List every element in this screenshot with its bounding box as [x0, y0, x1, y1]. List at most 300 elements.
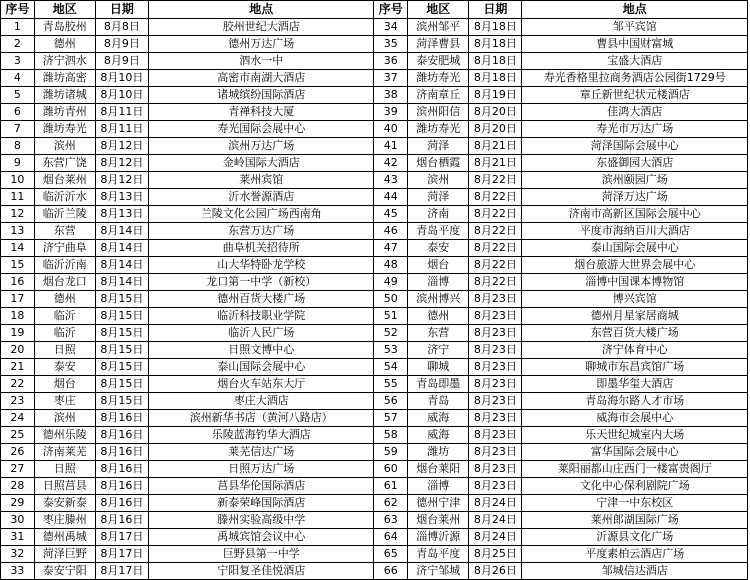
header-area-left: 地区: [34, 1, 95, 19]
cell-place: 东营百货大楼广场: [522, 325, 748, 342]
cell-seq: 34: [374, 19, 408, 36]
cell-date: 8月25日: [469, 546, 522, 563]
cell-area: 济宁: [408, 342, 469, 359]
cell-place: 泰山国际会展中心: [522, 240, 748, 257]
cell-area: 滨州阳信: [408, 104, 469, 121]
cell-place: 章丘新世纪状元楼酒店: [522, 87, 748, 104]
cell-area: 临沂沂水: [34, 189, 95, 206]
cell-seq: 20: [1, 342, 35, 359]
table-row: [1, 410, 748, 427]
cell-date: 8月16日: [95, 427, 148, 444]
cell-area: 临沂沂南: [34, 257, 95, 274]
cell-place: 文化中心保利剧院广场: [522, 478, 748, 495]
cell-date: 8月23日: [469, 291, 522, 308]
table-row: [1, 308, 748, 325]
cell-seq: 53: [374, 342, 408, 359]
cell-seq: 57: [374, 410, 408, 427]
table-row: [1, 444, 748, 461]
cell-area: 烟台龙口: [34, 274, 95, 291]
cell-date: 8月23日: [469, 359, 522, 376]
cell-area: 青岛: [408, 393, 469, 410]
cell-date: 8月14日: [95, 223, 148, 240]
cell-place: 滨州万达广场: [148, 138, 374, 155]
cell-area: 潍坊寿光: [408, 70, 469, 87]
cell-date: 8月21日: [469, 155, 522, 172]
cell-place: 枣庄大酒店: [148, 393, 374, 410]
cell-seq: 61: [374, 478, 408, 495]
cell-area: 潍坊高密: [34, 70, 95, 87]
cell-place: 滨州新华书店（黄河八路店）: [148, 410, 374, 427]
cell-place: 莱芜信达广场: [148, 444, 374, 461]
table-row: [1, 223, 748, 240]
table-row: [1, 155, 748, 172]
cell-date: 8月16日: [95, 495, 148, 512]
cell-seq: 31: [1, 529, 35, 546]
cell-date: 8月15日: [95, 308, 148, 325]
cell-area: 德州宁津: [408, 495, 469, 512]
cell-place: 曲阜机关招待所: [148, 240, 374, 257]
cell-area: 枣庄滕州: [34, 512, 95, 529]
cell-seq: 56: [374, 393, 408, 410]
cell-place: 山大华特卧龙学校: [148, 257, 374, 274]
cell-area: 东营: [408, 325, 469, 342]
table-row: [1, 104, 748, 121]
cell-seq: 63: [374, 512, 408, 529]
cell-seq: 44: [374, 189, 408, 206]
cell-date: 8月23日: [469, 461, 522, 478]
cell-place: 莱州宾馆: [148, 172, 374, 189]
cell-date: 8月22日: [469, 189, 522, 206]
cell-date: 8月22日: [469, 257, 522, 274]
cell-seq: 28: [1, 478, 35, 495]
cell-place: 乐陵蓝海钓华大酒店: [148, 427, 374, 444]
cell-date: 8月17日: [95, 529, 148, 546]
cell-area: 泰安新泰: [34, 495, 95, 512]
cell-date: 8月14日: [95, 240, 148, 257]
cell-seq: 26: [1, 444, 35, 461]
cell-date: 8月16日: [95, 444, 148, 461]
cell-date: 8月20日: [469, 121, 522, 138]
cell-place: 博兴宾馆: [522, 291, 748, 308]
cell-seq: 54: [374, 359, 408, 376]
cell-date: 8月23日: [469, 427, 522, 444]
cell-place: 沂源县文化广场: [522, 529, 748, 546]
table-row: [1, 478, 748, 495]
cell-place: 即墨华玺大酒店: [522, 376, 748, 393]
cell-date: 8月18日: [469, 36, 522, 53]
header-area-right: 地区: [408, 1, 469, 19]
cell-area: 菏泽巨野: [34, 546, 95, 563]
cell-date: 8月9日: [95, 36, 148, 53]
cell-place: 邹平宾馆: [522, 19, 748, 36]
cell-seq: 16: [1, 274, 35, 291]
cell-date: 8月22日: [469, 223, 522, 240]
cell-seq: 7: [1, 121, 35, 138]
cell-seq: 38: [374, 87, 408, 104]
cell-place: 沂水誉源酒店: [148, 189, 374, 206]
cell-place: 寿光香格里拉商务酒店公园街1729号: [522, 70, 748, 87]
cell-area: 烟台栖霞: [408, 155, 469, 172]
cell-place: 临沂人民广场: [148, 325, 374, 342]
cell-place: 平度素柏云酒店广场: [522, 546, 748, 563]
cell-area: 烟台莱阳: [408, 461, 469, 478]
cell-date: 8月26日: [469, 563, 522, 580]
cell-area: 潍坊诸城: [34, 87, 95, 104]
cell-area: 临沂: [34, 325, 95, 342]
cell-area: 青岛胶州: [34, 19, 95, 36]
table-row: [1, 206, 748, 223]
cell-place: 莱州郎湖国际广场: [522, 512, 748, 529]
table-row: [1, 325, 748, 342]
cell-place: 青岛海尔路人才市场: [522, 393, 748, 410]
cell-date: 8月22日: [469, 172, 522, 189]
cell-seq: 21: [1, 359, 35, 376]
table-row: [1, 342, 748, 359]
cell-seq: 10: [1, 172, 35, 189]
cell-area: 淄博: [408, 274, 469, 291]
cell-place: 日照文博中心: [148, 342, 374, 359]
cell-date: 8月23日: [469, 308, 522, 325]
cell-area: 潍坊: [408, 444, 469, 461]
cell-date: 8月15日: [95, 376, 148, 393]
cell-seq: 14: [1, 240, 35, 257]
cell-seq: 64: [374, 529, 408, 546]
cell-area: 日照: [34, 342, 95, 359]
cell-seq: 37: [374, 70, 408, 87]
cell-seq: 43: [374, 172, 408, 189]
cell-area: 泰安: [408, 240, 469, 257]
cell-seq: 23: [1, 393, 35, 410]
cell-area: 济宁邹城: [408, 563, 469, 580]
cell-date: 8月22日: [469, 274, 522, 291]
cell-seq: 24: [1, 410, 35, 427]
cell-area: 德州: [34, 291, 95, 308]
cell-seq: 6: [1, 104, 35, 121]
cell-area: 青岛平度: [408, 223, 469, 240]
cell-area: 潍坊寿光: [408, 121, 469, 138]
cell-place: 淄博中国课本博物馆: [522, 274, 748, 291]
header-seq-right: 序号: [374, 1, 408, 19]
cell-place: 威海市会展中心: [522, 410, 748, 427]
cell-place: 烟台旅游大世界会展中心: [522, 257, 748, 274]
cell-area: 青岛平度: [408, 546, 469, 563]
cell-date: 8月23日: [469, 342, 522, 359]
cell-seq: 55: [374, 376, 408, 393]
cell-area: 济宁泗水: [34, 53, 95, 70]
table-row: [1, 172, 748, 189]
table-row: [1, 291, 748, 308]
cell-date: 8月19日: [469, 87, 522, 104]
cell-seq: 11: [1, 189, 35, 206]
cell-date: 8月22日: [469, 206, 522, 223]
cell-area: 日照莒县: [34, 478, 95, 495]
cell-date: 8月23日: [469, 478, 522, 495]
cell-date: 8月15日: [95, 291, 148, 308]
cell-area: 临沂: [34, 308, 95, 325]
cell-place: 宝盛大酒店: [522, 53, 748, 70]
cell-seq: 29: [1, 495, 35, 512]
cell-date: 8月21日: [469, 138, 522, 155]
table-row: [1, 376, 748, 393]
table-row: [1, 427, 748, 444]
cell-area: 东营广饶: [34, 155, 95, 172]
cell-area: 菏泽: [408, 189, 469, 206]
table-row: [1, 240, 748, 257]
cell-place: 曹县中国财富城: [522, 36, 748, 53]
cell-place: 高密市南湖大酒店: [148, 70, 374, 87]
cell-seq: 17: [1, 291, 35, 308]
cell-area: 滨州: [408, 172, 469, 189]
cell-area: 德州禹城: [34, 529, 95, 546]
cell-date: 8月12日: [95, 138, 148, 155]
header-place-left: 地点: [148, 1, 374, 19]
header-date-left: 日期: [95, 1, 148, 19]
cell-area: 泰安肥城: [408, 53, 469, 70]
cell-seq: 19: [1, 325, 35, 342]
cell-area: 威海: [408, 427, 469, 444]
cell-date: 8月13日: [95, 189, 148, 206]
cell-area: 枣庄: [34, 393, 95, 410]
cell-date: 8月18日: [469, 19, 522, 36]
cell-seq: 65: [374, 546, 408, 563]
header-row: [1, 1, 748, 19]
cell-place: 德州百货大楼广场: [148, 291, 374, 308]
cell-place: 德州万达广场: [148, 36, 374, 53]
cell-seq: 42: [374, 155, 408, 172]
cell-seq: 60: [374, 461, 408, 478]
cell-place: 青禅科技大厦: [148, 104, 374, 121]
table-row: [1, 393, 748, 410]
cell-place: 聊城市东昌宾馆广场: [522, 359, 748, 376]
cell-place: 宁阳复圣佳悦酒店: [148, 563, 374, 580]
cell-area: 烟台莱州: [34, 172, 95, 189]
cell-seq: 8: [1, 138, 35, 155]
cell-seq: 32: [1, 546, 35, 563]
cell-place: 平度市海纳百川大酒店: [522, 223, 748, 240]
cell-date: 8月11日: [95, 121, 148, 138]
cell-area: 济宁曲阜: [34, 240, 95, 257]
cell-seq: 51: [374, 308, 408, 325]
cell-area: 菏泽曹县: [408, 36, 469, 53]
cell-place: 泗水一中: [148, 53, 374, 70]
cell-area: 滨州博兴: [408, 291, 469, 308]
cell-date: 8月17日: [95, 546, 148, 563]
cell-seq: 62: [374, 495, 408, 512]
cell-seq: 49: [374, 274, 408, 291]
cell-place: 济宁体育中心: [522, 342, 748, 359]
table-row: [1, 529, 748, 546]
cell-date: 8月24日: [469, 529, 522, 546]
table-row: [1, 70, 748, 87]
cell-area: 泰安: [34, 359, 95, 376]
cell-place: 龙口第一中学（新校）: [148, 274, 374, 291]
cell-area: 滨州: [34, 410, 95, 427]
cell-seq: 35: [374, 36, 408, 53]
cell-date: 8月14日: [95, 274, 148, 291]
cell-date: 8月22日: [469, 240, 522, 257]
cell-seq: 50: [374, 291, 408, 308]
cell-seq: 2: [1, 36, 35, 53]
cell-place: 莒县华伦国际酒店: [148, 478, 374, 495]
cell-seq: 18: [1, 308, 35, 325]
table-row: [1, 87, 748, 104]
cell-place: 佳鸿大酒店: [522, 104, 748, 121]
cell-seq: 39: [374, 104, 408, 121]
table-row: [1, 461, 748, 478]
cell-area: 烟台: [34, 376, 95, 393]
cell-seq: 22: [1, 376, 35, 393]
cell-place: 济南市高新区国际会展中心: [522, 206, 748, 223]
cell-seq: 48: [374, 257, 408, 274]
cell-seq: 27: [1, 461, 35, 478]
cell-place: 寿光国际会展中心: [148, 121, 374, 138]
table-row: [1, 546, 748, 563]
cell-date: 8月23日: [469, 410, 522, 427]
cell-area: 泰安宁阳: [34, 563, 95, 580]
cell-place: 乐天世纪城室内大场: [522, 427, 748, 444]
header-place-right: 地点: [522, 1, 748, 19]
header-seq-left: 序号: [1, 1, 35, 19]
cell-area: 东营: [34, 223, 95, 240]
table-row: [1, 359, 748, 376]
cell-seq: 66: [374, 563, 408, 580]
cell-place: 临沂科技职业学院: [148, 308, 374, 325]
cell-date: 8月18日: [469, 70, 522, 87]
cell-place: 日照万达广场: [148, 461, 374, 478]
cell-seq: 5: [1, 87, 35, 104]
cell-place: 莱阳丽都山庄西门一楼富贵阁厅: [522, 461, 748, 478]
cell-place: 寿光市万达广场: [522, 121, 748, 138]
table-row: [1, 563, 748, 580]
cell-date: 8月23日: [469, 325, 522, 342]
cell-seq: 12: [1, 206, 35, 223]
cell-date: 8月23日: [469, 393, 522, 410]
cell-area: 菏泽: [408, 138, 469, 155]
table-row: [1, 53, 748, 70]
cell-date: 8月16日: [95, 478, 148, 495]
cell-place: 菏泽万达广场: [522, 189, 748, 206]
table-row: [1, 257, 748, 274]
cell-area: 德州: [34, 36, 95, 53]
table-body: [1, 19, 748, 580]
cell-area: 淄博沂源: [408, 529, 469, 546]
cell-seq: 41: [374, 138, 408, 155]
cell-area: 济南章丘: [408, 87, 469, 104]
cell-place: 德州月星家居商城: [522, 308, 748, 325]
cell-area: 临沂兰陵: [34, 206, 95, 223]
cell-date: 8月18日: [469, 53, 522, 70]
cell-date: 8月15日: [95, 359, 148, 376]
cell-seq: 52: [374, 325, 408, 342]
cell-seq: 4: [1, 70, 35, 87]
cell-place: 东盛御园大酒店: [522, 155, 748, 172]
cell-area: 烟台: [408, 257, 469, 274]
cell-date: 8月15日: [95, 393, 148, 410]
cell-area: 滨州: [34, 138, 95, 155]
cell-date: 8月10日: [95, 87, 148, 104]
cell-seq: 25: [1, 427, 35, 444]
table-row: [1, 36, 748, 53]
cell-place: 东营万达广场: [148, 223, 374, 240]
cell-seq: 33: [1, 563, 35, 580]
cell-place: 邹城信达酒店: [522, 563, 748, 580]
cell-place: 宁津一中东校区: [522, 495, 748, 512]
cell-date: 8月20日: [469, 104, 522, 121]
cell-area: 济南: [408, 206, 469, 223]
cell-seq: 30: [1, 512, 35, 529]
cell-area: 聊城: [408, 359, 469, 376]
cell-seq: 15: [1, 257, 35, 274]
cell-date: 8月24日: [469, 495, 522, 512]
cell-date: 8月15日: [95, 325, 148, 342]
table-row: [1, 512, 748, 529]
cell-seq: 47: [374, 240, 408, 257]
cell-place: 胶州世纪大酒店: [148, 19, 374, 36]
cell-area: 滨州邹平: [408, 19, 469, 36]
cell-area: 青岛即墨: [408, 376, 469, 393]
cell-place: 新泰荣峰国际酒店: [148, 495, 374, 512]
cell-date: 8月12日: [95, 155, 148, 172]
cell-seq: 46: [374, 223, 408, 240]
cell-date: 8月16日: [95, 410, 148, 427]
cell-area: 潍坊寿光: [34, 121, 95, 138]
cell-area: 德州: [408, 308, 469, 325]
cell-place: 兰陵文化公园广场西南角: [148, 206, 374, 223]
table-row: [1, 189, 748, 206]
table-row: [1, 121, 748, 138]
cell-area: 威海: [408, 410, 469, 427]
cell-area: 潍坊青州: [34, 104, 95, 121]
header-date-right: 日期: [469, 1, 522, 19]
cell-date: 8月11日: [95, 104, 148, 121]
cell-seq: 13: [1, 223, 35, 240]
cell-place: 金岭国际大酒店: [148, 155, 374, 172]
cell-seq: 59: [374, 444, 408, 461]
cell-seq: 40: [374, 121, 408, 138]
cell-seq: 1: [1, 19, 35, 36]
cell-place: 菏泽国际会展中心: [522, 138, 748, 155]
cell-date: 8月23日: [469, 376, 522, 393]
table-row: [1, 274, 748, 291]
cell-date: 8月17日: [95, 563, 148, 580]
cell-seq: 58: [374, 427, 408, 444]
cell-date: 8月23日: [469, 444, 522, 461]
cell-seq: 45: [374, 206, 408, 223]
cell-area: 济南莱芜: [34, 444, 95, 461]
cell-place: 富华国际会展中心: [522, 444, 748, 461]
cell-place: 滨州颐园广场: [522, 172, 748, 189]
cell-seq: 36: [374, 53, 408, 70]
cell-date: 8月10日: [95, 70, 148, 87]
cell-date: 8月15日: [95, 342, 148, 359]
cell-place: 滕州实验高级中学: [148, 512, 374, 529]
cell-area: 日照: [34, 461, 95, 478]
cell-seq: 9: [1, 155, 35, 172]
cell-place: 禹城宾馆会议中心: [148, 529, 374, 546]
cell-place: 泰山国际会展中心: [148, 359, 374, 376]
cell-date: 8月16日: [95, 512, 148, 529]
cell-date: 8月8日: [95, 19, 148, 36]
cell-area: 淄博: [408, 478, 469, 495]
cell-area: 德州乐陵: [34, 427, 95, 444]
cell-date: 8月24日: [469, 512, 522, 529]
cell-date: 8月12日: [95, 172, 148, 189]
cell-date: 8月13日: [95, 206, 148, 223]
cell-date: 8月9日: [95, 53, 148, 70]
cell-place: 巨野县第一中学: [148, 546, 374, 563]
table-row: [1, 19, 748, 36]
table-row: [1, 495, 748, 512]
